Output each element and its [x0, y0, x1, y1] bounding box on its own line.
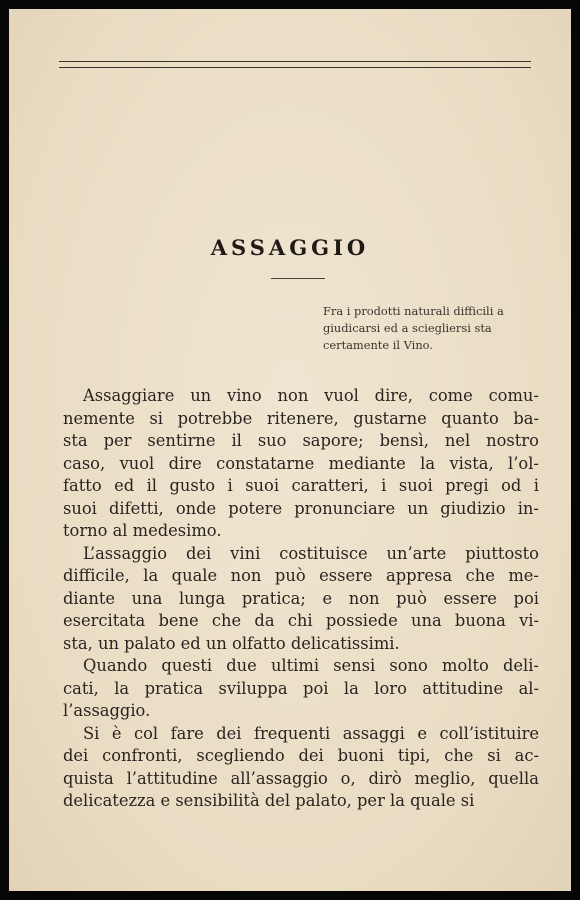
book-page — [9, 9, 571, 891]
text-line: dei confronti, scegliendo dei buoni tipi, che si ac- — [63, 746, 539, 765]
header-rule-bottom — [59, 67, 531, 68]
text-line: caso, vuol dire constatarne mediante la vista, l’ol- — [63, 453, 539, 473]
body-text — [63, 385, 539, 813]
text-line: delicatezza e sensibilità del palato, per la quale si — [63, 791, 475, 810]
text-line: Si è col fare dei frequenti assaggi e coll’istituire — [83, 723, 539, 743]
text-line: fatto ed il gusto i suoi caratteri, i suoi pregi od i — [63, 476, 539, 495]
epigraph-line: Fra i prodotti naturali difficili a — [323, 304, 504, 318]
text-line: sta, un palato ed un olfatto delicatissimi. — [63, 633, 400, 653]
text-line: cati, la pratica sviluppa poi la loro attitudine al- — [63, 678, 539, 698]
epigraph-line: certamente il Vino. — [323, 338, 433, 352]
text-line: suoi difetti, onde potere pronunciare un giudizio in- — [63, 498, 539, 518]
text-line: Assaggiare un vino non vuol dire, come comu- — [83, 386, 539, 405]
epigraph-line: giudicarsi ed a sciegliersi sta — [323, 321, 492, 335]
epigraph — [323, 303, 543, 354]
paragraph — [63, 655, 539, 723]
text-line: Quando questi due ultimi sensi sono molto deli- — [83, 656, 539, 675]
text-line: nemente si potrebbe ritenere, gustarne quanto ba- — [63, 408, 539, 428]
text-line: difficile, la quale non può essere appresa che me- — [63, 566, 539, 585]
text-line: esercitata bene che da chi possiede una buona vi- — [63, 611, 539, 630]
paragraph — [63, 543, 539, 656]
title-divider — [271, 278, 325, 279]
text-line: sta per sentirne il suo sapore; bensì, nel nostro — [63, 431, 539, 450]
text-line: diante una lunga pratica; e non può essere poi — [63, 588, 539, 608]
text-line: quista l’attitudine all’assaggio o, dirò meglio, quella — [63, 768, 539, 788]
paragraph — [63, 723, 539, 813]
text-line: torno al medesimo. — [63, 521, 222, 540]
header-rule-top — [59, 61, 531, 62]
text-line: l’assaggio. — [63, 701, 151, 720]
chapter-title: ASSAGGIO — [210, 235, 370, 260]
paragraph — [63, 385, 539, 543]
text-line: L’assaggio dei vini costituisce un’arte piuttosto — [83, 543, 539, 563]
